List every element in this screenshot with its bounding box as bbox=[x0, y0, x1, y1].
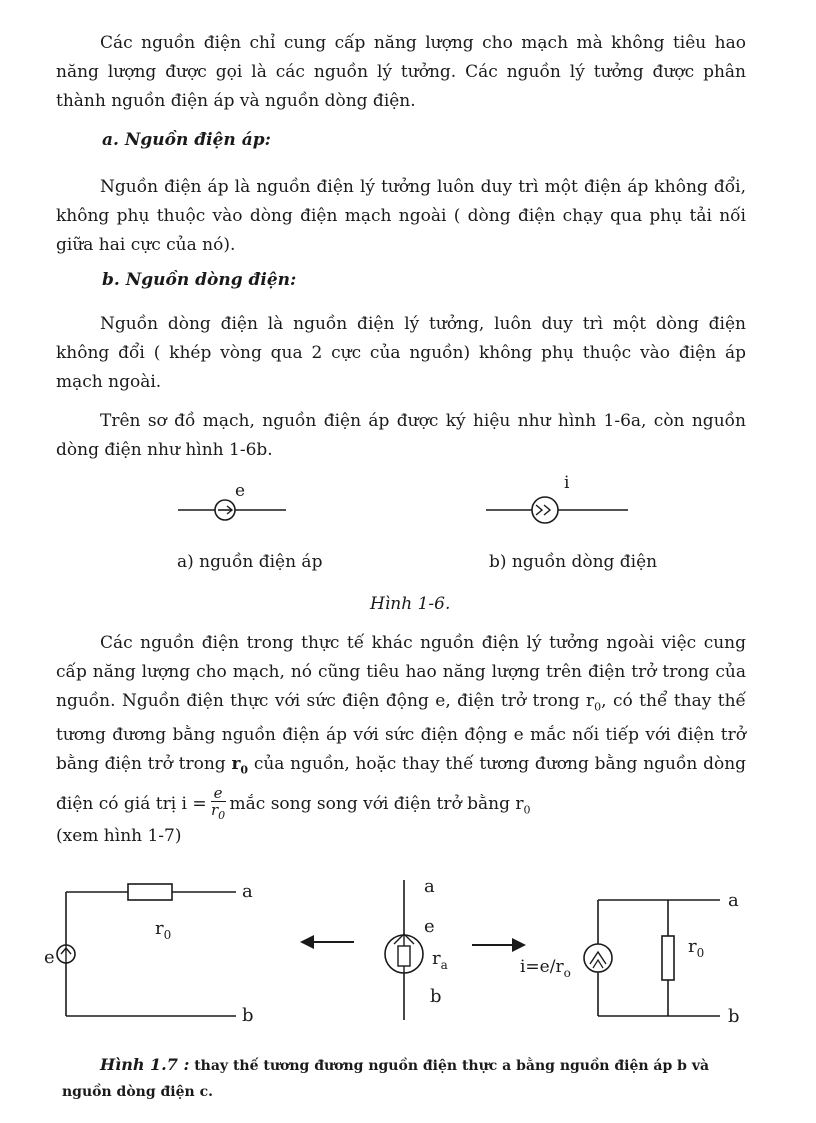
resistor-label-left: $r_0$ bbox=[155, 918, 172, 942]
see-figure-note: (xem hình 1-7) bbox=[56, 826, 182, 846]
caption-a: a) nguồn điện áp bbox=[177, 552, 323, 572]
terminal-b-right: b bbox=[728, 1006, 740, 1027]
terminal-b-middle: b bbox=[430, 986, 442, 1007]
real-source-symbol bbox=[370, 870, 480, 1030]
terminal-a-left: a bbox=[242, 881, 253, 902]
circuit-voltage-source-series bbox=[40, 870, 280, 1030]
voltage-source-paragraph: Nguồn điện áp là nguồn điện lý tưởng luôn duy trì một điện áp không đổi, không phụ thuộc vào dòng điện mạch ngoài ( dòng điện chạy qua phụ tải nối giữa hai cực của nó). bbox=[56, 177, 746, 255]
circuit-current-source-parallel bbox=[512, 880, 762, 1030]
emf-e-middle: e bbox=[424, 916, 435, 937]
terminal-b-left: b bbox=[242, 1005, 254, 1026]
emf-e-left: e bbox=[44, 947, 55, 968]
real-source-paragraph: Các nguồn điện trong thực tế khác nguồn điện lý tưởng ngoài việc cung cấp năng lượng cho mạch, nó cũng tiêu hao năng lượng trên điện trở trong của nguồn. Nguồn điện thực với sức điện động e, điện trở trong $r_0$, có thể thay thế tương đương bằng nguồn điện áp với sức điện động e mắc nối tiếp với điện trở bằng điện trở trong $r_0$ của nguồn, hoặc thay thế tương đương bằng nguồn dòng điện có giá trị i = $\frac{e}{r_0}$ mắc song song với điện trở bằng $r_0$ bbox=[56, 633, 747, 822]
caption-b: b) nguồn dòng điện bbox=[489, 552, 658, 572]
resistor-r0-right bbox=[662, 936, 674, 980]
heading-current-source: b. Nguồn dòng điện: bbox=[102, 270, 297, 290]
current-source-paragraph: Nguồn dòng điện là nguồn điện lý tưởng, luôn duy trì một dòng điện không đổi ( khép vòng qua 2 cực của nguồn) không phụ thuộc vào điện áp mạch ngoài. bbox=[56, 314, 746, 392]
terminal-a-middle: a bbox=[424, 876, 435, 897]
current-source-icon bbox=[584, 944, 612, 972]
arrow-left-icon bbox=[298, 932, 358, 952]
intro-paragraph: Các nguồn điện chỉ cung cấp năng lượng cho mạch mà không tiêu hao năng lượng được gọi là các nguồn lý tưởng. Các nguồn lý tưởng được phân thành nguồn điện áp và nguồn dòng điện. bbox=[56, 33, 746, 111]
resistor-label-middle: $r_a$ bbox=[432, 948, 448, 972]
resistor-r0 bbox=[128, 884, 172, 900]
figure-1-7-caption: Hình 1.7 : thay thế tương đương nguồn điện thực a bằng nguồn điện áp b và nguồn dòng điện c. bbox=[62, 1055, 710, 1100]
voltage-source-symbol bbox=[170, 478, 310, 528]
current-source-symbol bbox=[478, 468, 648, 528]
label-e: e bbox=[235, 481, 246, 501]
heading-voltage-source: a. Nguồn điện áp: bbox=[102, 130, 271, 150]
fraction-e-over-r0: $\frac{e}{r_0}$ bbox=[211, 783, 226, 822]
terminal-a-right: a bbox=[728, 890, 739, 911]
current-source-value: $i=e/r_o$ bbox=[520, 957, 571, 980]
symbols-paragraph: Trên sơ đồ mạch, nguồn điện áp được ký hiệu như hình 1-6a, còn nguồn dòng điện như hình 1-6b. bbox=[56, 411, 746, 460]
label-i: i bbox=[564, 473, 570, 493]
resistor-label-right: $r_0$ bbox=[688, 936, 705, 960]
figure-1-6-title: Hình 1-6. bbox=[370, 594, 451, 614]
